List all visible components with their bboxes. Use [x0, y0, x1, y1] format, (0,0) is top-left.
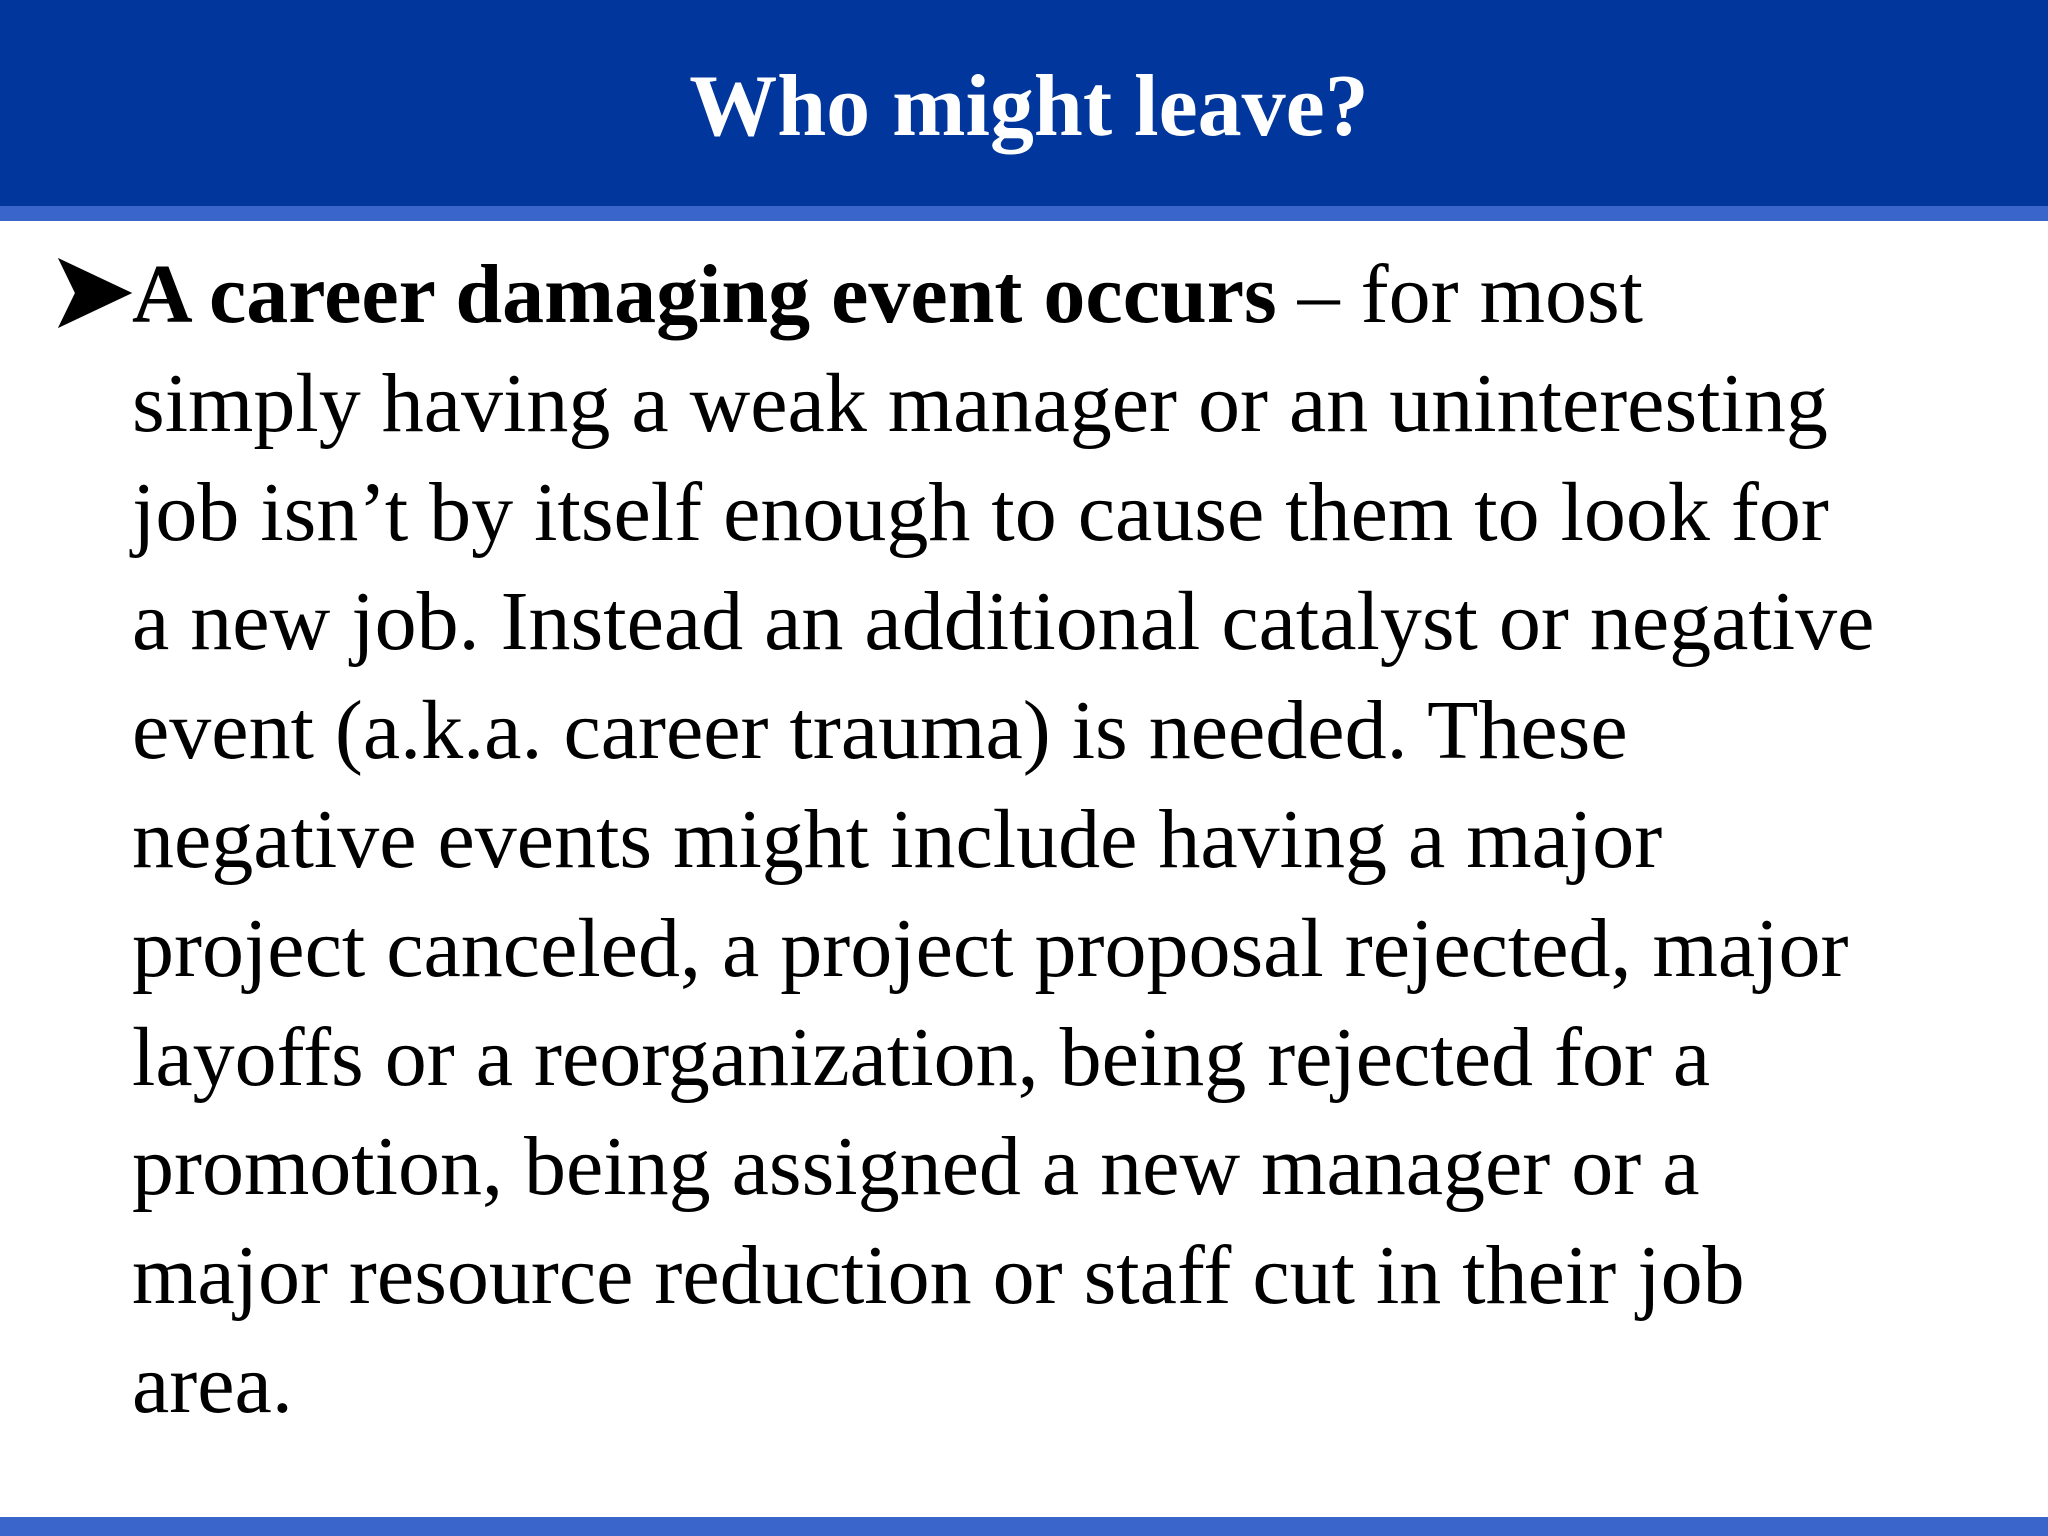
bullet-line: area.	[132, 1338, 293, 1431]
bullet-line: event (a.k.a. career trauma) is needed. These	[132, 684, 1628, 777]
arrow-bullet-icon	[58, 258, 132, 328]
bullet-line-1	[132, 240, 2032, 349]
bullet-line: layoffs or a reorganization, being rejected for a	[132, 1011, 1711, 1104]
bullet-line: negative events might include having a major	[132, 793, 1663, 886]
bullet-line: job isn’t by itself enough to cause them to look for	[132, 466, 1829, 559]
bullet-line: major resource reduction or staff cut in their job	[132, 1229, 1745, 1322]
slide-title: Who might leave?	[689, 58, 1369, 155]
bullet-line: simply having a weak manager or an uninteresting	[132, 357, 1828, 450]
bullet-paragraph	[132, 240, 2032, 1439]
bullet-line: project canceled, a project proposal rejected, major	[132, 902, 1849, 995]
title-divider	[0, 206, 2048, 221]
bottom-divider	[0, 1517, 2048, 1536]
bullet-line: a new job. Instead an additional catalyst or negative	[132, 575, 1875, 668]
bullet-lead: A career damaging event occurs	[132, 248, 1277, 341]
title-bar	[0, 0, 2048, 206]
bullet-line: promotion, being assigned a new manager or a	[132, 1120, 1700, 1213]
bullet-line-1-rest: – for most	[1276, 248, 1643, 341]
